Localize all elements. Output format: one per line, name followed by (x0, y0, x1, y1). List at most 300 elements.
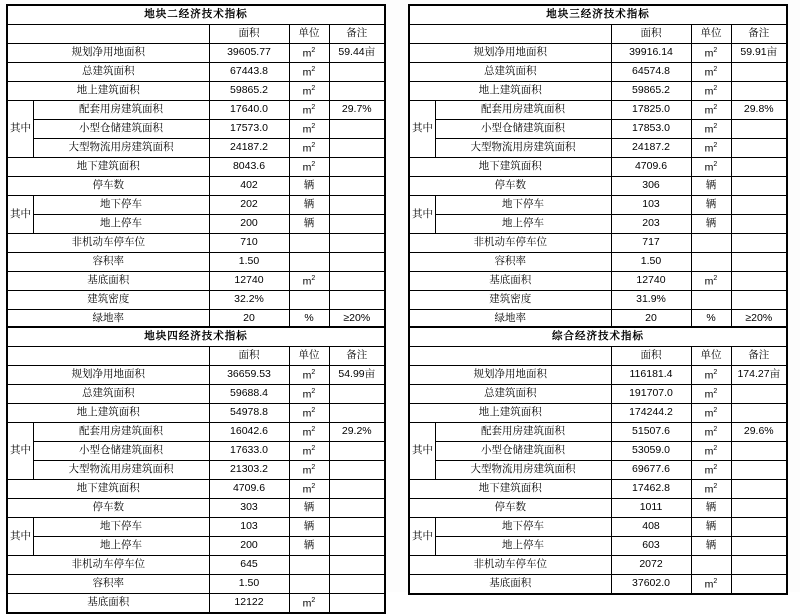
row-area: 51507.6 (611, 423, 691, 442)
table-row (7, 366, 385, 385)
row-label: 规划净用地面积 (409, 44, 611, 63)
row-note: 29.6% (731, 423, 787, 442)
table-row (409, 423, 787, 442)
row-label: 地下停车 (435, 196, 611, 215)
row-label: 地上停车 (33, 215, 209, 234)
table-title: 地块四经济技术指标 (7, 327, 385, 347)
row-group: 其中 (7, 196, 33, 234)
table-block-three (408, 4, 788, 330)
row-label: 地下建筑面积 (409, 158, 611, 177)
table-title: 综合经济技术指标 (409, 327, 787, 347)
row-area: 54978.8 (209, 404, 289, 423)
row-note (731, 442, 787, 461)
table-row (409, 442, 787, 461)
row-group: 其中 (409, 423, 435, 480)
table-row (7, 177, 385, 196)
row-label: 容积率 (409, 253, 611, 272)
row-note (329, 480, 385, 499)
header-note: 备注 (329, 25, 385, 44)
row-note (731, 272, 787, 291)
row-area: 17825.0 (611, 101, 691, 120)
row-unit: % (289, 310, 329, 330)
row-group: 其中 (409, 196, 435, 234)
row-area: 17573.0 (209, 120, 289, 139)
row-unit: $m^2$ (691, 82, 731, 101)
row-group: 其中 (409, 101, 435, 158)
row-area: 12122 (209, 594, 289, 614)
row-note (731, 461, 787, 480)
row-note (329, 272, 385, 291)
row-area: 24187.2 (611, 139, 691, 158)
row-note (731, 518, 787, 537)
table-row (409, 215, 787, 234)
table-block-two (6, 4, 386, 330)
table-row (7, 385, 385, 404)
row-area: 116181.4 (611, 366, 691, 385)
table-header-row (7, 347, 385, 366)
row-area: 20 (209, 310, 289, 330)
table-title-row (409, 5, 787, 25)
row-note (329, 442, 385, 461)
row-label: 小型仓储建筑面积 (33, 120, 209, 139)
row-note: 29.2% (329, 423, 385, 442)
table-title-row (7, 5, 385, 25)
table-row (409, 196, 787, 215)
row-label: 小型仓储建筑面积 (435, 120, 611, 139)
row-label: 大型物流用房建筑面积 (435, 139, 611, 158)
row-note (329, 291, 385, 310)
table-row (7, 82, 385, 101)
table-row (409, 461, 787, 480)
row-label: 容积率 (7, 575, 209, 594)
row-area: 12740 (611, 272, 691, 291)
row-area: 408 (611, 518, 691, 537)
header-blank (409, 347, 611, 366)
row-unit: $m^2$ (691, 366, 731, 385)
row-unit: $m^2$ (289, 442, 329, 461)
table-row (7, 442, 385, 461)
row-note (329, 499, 385, 518)
table-row (409, 518, 787, 537)
header-unit: 单位 (691, 347, 731, 366)
row-unit (289, 291, 329, 310)
row-unit: 辆 (289, 518, 329, 537)
row-label: 基底面积 (409, 575, 611, 595)
row-unit: $m^2$ (289, 120, 329, 139)
header-note: 备注 (329, 347, 385, 366)
row-label: 大型物流用房建筑面积 (33, 461, 209, 480)
row-label: 停车数 (409, 177, 611, 196)
table-row (409, 575, 787, 595)
row-area: 202 (209, 196, 289, 215)
row-area: 645 (209, 556, 289, 575)
table-row (409, 272, 787, 291)
table-row (409, 366, 787, 385)
row-group: 其中 (7, 518, 33, 556)
row-area: 37602.0 (611, 575, 691, 595)
row-area: 21303.2 (209, 461, 289, 480)
row-unit: $m^2$ (289, 385, 329, 404)
row-note (731, 177, 787, 196)
row-label: 总建筑面积 (7, 385, 209, 404)
header-unit: 单位 (691, 25, 731, 44)
table-row (7, 158, 385, 177)
row-label: 绿地率 (409, 310, 611, 330)
row-unit: $m^2$ (289, 158, 329, 177)
row-unit: $m^2$ (691, 120, 731, 139)
row-label: 配套用房建筑面积 (33, 423, 209, 442)
row-label: 地上停车 (435, 537, 611, 556)
row-unit: 辆 (289, 177, 329, 196)
row-unit: 辆 (691, 537, 731, 556)
row-area: 603 (611, 537, 691, 556)
row-area: 16042.6 (209, 423, 289, 442)
row-unit (289, 234, 329, 253)
row-label: 地上建筑面积 (409, 404, 611, 423)
row-unit (691, 556, 731, 575)
row-unit (289, 556, 329, 575)
row-note: 29.7% (329, 101, 385, 120)
row-label: 地下停车 (33, 196, 209, 215)
table-title: 地块二经济技术指标 (7, 5, 385, 25)
row-label: 地上建筑面积 (7, 82, 209, 101)
row-unit: $m^2$ (289, 44, 329, 63)
row-label: 配套用房建筑面积 (435, 423, 611, 442)
table-row (409, 499, 787, 518)
row-area: 1011 (611, 499, 691, 518)
row-unit (289, 253, 329, 272)
table-row (7, 63, 385, 82)
table-row (7, 234, 385, 253)
row-area: 31.9% (611, 291, 691, 310)
row-note (329, 537, 385, 556)
table-row (7, 44, 385, 63)
row-label: 基底面积 (409, 272, 611, 291)
panel-block-two (6, 4, 386, 325)
row-note: 59.44亩 (329, 44, 385, 63)
row-area: 64574.8 (611, 63, 691, 82)
row-unit: 辆 (289, 537, 329, 556)
row-area: 17633.0 (209, 442, 289, 461)
row-unit: $m^2$ (289, 366, 329, 385)
row-unit: 辆 (289, 215, 329, 234)
row-area: 69677.6 (611, 461, 691, 480)
row-unit: $m^2$ (691, 385, 731, 404)
row-area: 103 (209, 518, 289, 537)
row-label: 停车数 (7, 499, 209, 518)
row-label: 停车数 (409, 499, 611, 518)
table-row (7, 215, 385, 234)
row-note (731, 139, 787, 158)
table-row (409, 556, 787, 575)
row-unit: $m^2$ (691, 404, 731, 423)
row-label: 地下建筑面积 (7, 158, 209, 177)
table-row (409, 177, 787, 196)
row-label: 建筑密度 (7, 291, 209, 310)
header-area: 面积 (611, 25, 691, 44)
row-note (329, 518, 385, 537)
row-label: 停车数 (7, 177, 209, 196)
row-note (731, 215, 787, 234)
row-area: 67443.8 (209, 63, 289, 82)
row-note (329, 575, 385, 594)
row-label: 总建筑面积 (7, 63, 209, 82)
row-label: 地下停车 (435, 518, 611, 537)
row-unit: $m^2$ (289, 272, 329, 291)
table-row (7, 537, 385, 556)
table-row (7, 461, 385, 480)
row-area: 2072 (611, 556, 691, 575)
row-note (731, 499, 787, 518)
row-unit: % (691, 310, 731, 330)
row-unit: $m^2$ (289, 480, 329, 499)
table-title: 地块三经济技术指标 (409, 5, 787, 25)
row-label: 地上停车 (435, 215, 611, 234)
row-note (329, 215, 385, 234)
table-comprehensive (408, 326, 788, 595)
row-label: 配套用房建筑面积 (33, 101, 209, 120)
row-label: 地上建筑面积 (409, 82, 611, 101)
row-unit: $m^2$ (289, 461, 329, 480)
table-row (409, 253, 787, 272)
table-row (7, 272, 385, 291)
row-label: 大型物流用房建筑面积 (435, 461, 611, 480)
row-note: 29.8% (731, 101, 787, 120)
row-area: 710 (209, 234, 289, 253)
row-label: 规划净用地面积 (409, 366, 611, 385)
row-note: 174.27亩 (731, 366, 787, 385)
row-unit: 辆 (691, 196, 731, 215)
row-unit: $m^2$ (289, 63, 329, 82)
row-label: 配套用房建筑面积 (435, 101, 611, 120)
row-note (329, 139, 385, 158)
row-area: 53059.0 (611, 442, 691, 461)
row-unit: $m^2$ (691, 423, 731, 442)
row-note (731, 385, 787, 404)
row-label: 地上停车 (33, 537, 209, 556)
row-note (731, 556, 787, 575)
panel-block-four (6, 326, 386, 616)
table-row (7, 575, 385, 594)
row-unit: $m^2$ (691, 101, 731, 120)
row-area: 20 (611, 310, 691, 330)
row-note (731, 253, 787, 272)
row-area: 303 (209, 499, 289, 518)
row-note (731, 196, 787, 215)
row-note: 59.91亩 (731, 44, 787, 63)
row-label: 建筑密度 (409, 291, 611, 310)
row-note (329, 63, 385, 82)
row-unit: $m^2$ (691, 139, 731, 158)
row-unit: $m^2$ (289, 594, 329, 614)
row-area: 36659.53 (209, 366, 289, 385)
panel-comprehensive (408, 326, 788, 616)
header-area: 面积 (209, 347, 289, 366)
table-row (7, 139, 385, 158)
row-unit: $m^2$ (289, 423, 329, 442)
header-blank (409, 25, 611, 44)
row-unit (691, 291, 731, 310)
row-group: 其中 (7, 101, 33, 158)
row-area: 103 (611, 196, 691, 215)
row-area: 24187.2 (209, 139, 289, 158)
table-block-four (6, 326, 386, 614)
row-note (731, 404, 787, 423)
row-note (329, 196, 385, 215)
row-note: 54.99亩 (329, 366, 385, 385)
row-area: 12740 (209, 272, 289, 291)
row-label: 地下建筑面积 (409, 480, 611, 499)
row-area: 1.50 (209, 253, 289, 272)
row-area: 200 (209, 215, 289, 234)
table-row (409, 120, 787, 139)
row-label: 非机动车停车位 (409, 556, 611, 575)
row-unit: $m^2$ (691, 461, 731, 480)
row-note (731, 120, 787, 139)
row-label: 地下停车 (33, 518, 209, 537)
row-label: 规划净用地面积 (7, 366, 209, 385)
table-row (7, 196, 385, 215)
row-group: 其中 (409, 518, 435, 556)
row-note (329, 461, 385, 480)
table-row (409, 480, 787, 499)
row-label: 容积率 (7, 253, 209, 272)
header-area: 面积 (209, 25, 289, 44)
row-note (329, 594, 385, 614)
row-area: 402 (209, 177, 289, 196)
table-header-row (409, 347, 787, 366)
row-unit: $m^2$ (691, 63, 731, 82)
row-note: ≥20% (731, 310, 787, 330)
row-note (731, 234, 787, 253)
row-area: 17462.8 (611, 480, 691, 499)
row-area: 8043.6 (209, 158, 289, 177)
row-unit (289, 575, 329, 594)
table-row (409, 101, 787, 120)
table-row (409, 44, 787, 63)
row-note (731, 291, 787, 310)
table-row (7, 480, 385, 499)
table-row (409, 385, 787, 404)
table-row (7, 556, 385, 575)
row-unit: $m^2$ (691, 158, 731, 177)
row-area: 4709.6 (209, 480, 289, 499)
row-area: 1.50 (611, 253, 691, 272)
row-unit: $m^2$ (691, 480, 731, 499)
table-row (7, 120, 385, 139)
row-note (329, 158, 385, 177)
row-label: 绿地率 (7, 310, 209, 330)
row-unit: 辆 (691, 499, 731, 518)
row-note (731, 158, 787, 177)
header-blank (7, 347, 209, 366)
row-note (329, 404, 385, 423)
row-unit: $m^2$ (289, 139, 329, 158)
row-label: 基底面积 (7, 594, 209, 614)
row-unit: $m^2$ (289, 82, 329, 101)
row-note (731, 82, 787, 101)
table-row (7, 594, 385, 614)
row-label: 小型仓储建筑面积 (435, 442, 611, 461)
row-label: 非机动车停车位 (409, 234, 611, 253)
row-group: 其中 (7, 423, 33, 480)
row-label: 基底面积 (7, 272, 209, 291)
table-header-row (7, 25, 385, 44)
row-note (329, 385, 385, 404)
row-label: 地上建筑面积 (7, 404, 209, 423)
row-unit (691, 234, 731, 253)
row-label: 非机动车停车位 (7, 556, 209, 575)
table-header-row (409, 25, 787, 44)
row-unit: 辆 (691, 215, 731, 234)
table-row (409, 82, 787, 101)
table-row (409, 139, 787, 158)
header-unit: 单位 (289, 347, 329, 366)
row-area: 39605.77 (209, 44, 289, 63)
row-area: 32.2% (209, 291, 289, 310)
row-label: 规划净用地面积 (7, 44, 209, 63)
row-area: 59688.4 (209, 385, 289, 404)
row-note (329, 556, 385, 575)
table-row (409, 63, 787, 82)
row-area: 39916.14 (611, 44, 691, 63)
row-unit: 辆 (289, 196, 329, 215)
row-note (329, 234, 385, 253)
row-note (731, 537, 787, 556)
table-row (7, 404, 385, 423)
row-note (329, 82, 385, 101)
row-area: 59865.2 (611, 82, 691, 101)
row-unit: $m^2$ (289, 101, 329, 120)
header-note: 备注 (731, 25, 787, 44)
row-note (329, 120, 385, 139)
row-unit: $m^2$ (691, 44, 731, 63)
table-row (7, 423, 385, 442)
table-row (7, 101, 385, 120)
row-label: 地下建筑面积 (7, 480, 209, 499)
row-unit: 辆 (691, 177, 731, 196)
table-title-row (7, 327, 385, 347)
header-unit: 单位 (289, 25, 329, 44)
table-row (409, 291, 787, 310)
row-area: 59865.2 (209, 82, 289, 101)
panel-block-three (408, 4, 788, 325)
row-area: 200 (209, 537, 289, 556)
row-note (731, 480, 787, 499)
row-area: 17853.0 (611, 120, 691, 139)
row-area: 191707.0 (611, 385, 691, 404)
row-area: 17640.0 (209, 101, 289, 120)
row-area: 1.50 (209, 575, 289, 594)
table-row (7, 499, 385, 518)
table-row (409, 158, 787, 177)
row-note: ≥20% (329, 310, 385, 330)
row-unit (691, 253, 731, 272)
row-unit: $m^2$ (289, 404, 329, 423)
row-unit: 辆 (691, 518, 731, 537)
row-unit: $m^2$ (691, 575, 731, 595)
table-row (409, 537, 787, 556)
header-area: 面积 (611, 347, 691, 366)
row-label: 大型物流用房建筑面积 (33, 139, 209, 158)
table-row (409, 234, 787, 253)
table-row (7, 253, 385, 272)
header-note: 备注 (731, 347, 787, 366)
row-note (329, 177, 385, 196)
row-note (329, 253, 385, 272)
row-area: 4709.6 (611, 158, 691, 177)
row-note (731, 575, 787, 595)
